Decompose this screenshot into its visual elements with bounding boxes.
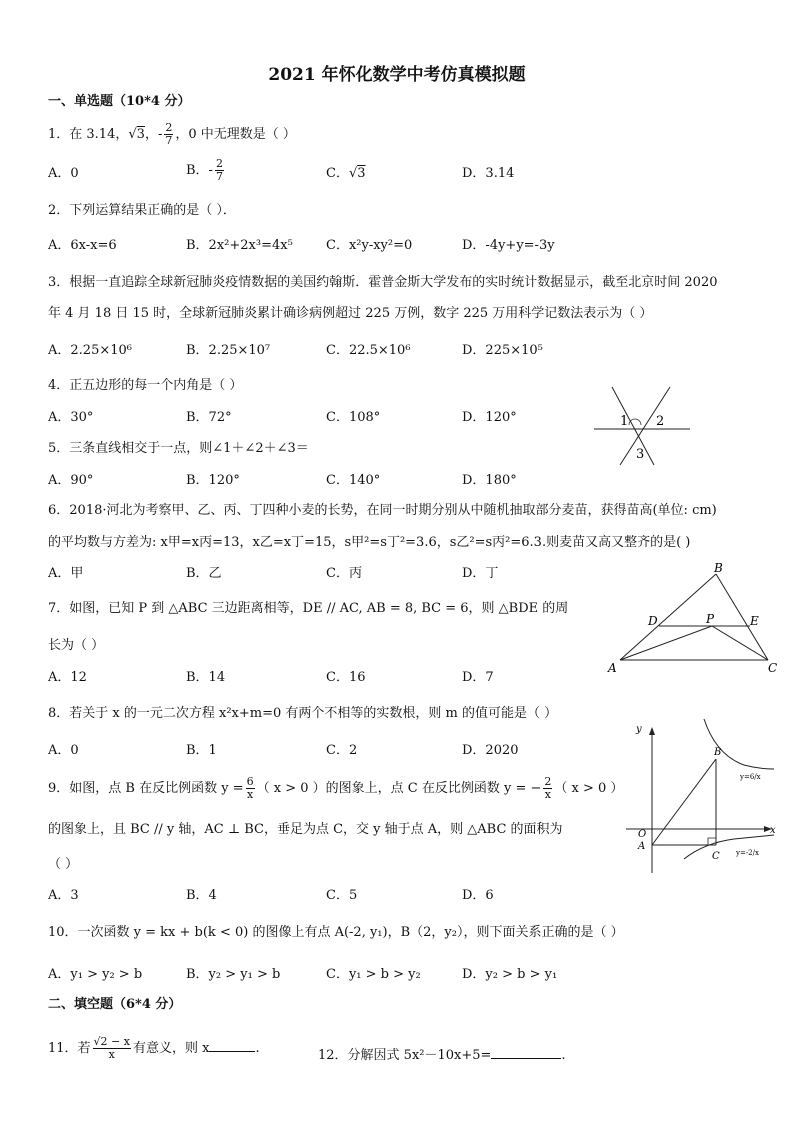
q10-option-b[interactable]: B．y₂ > y₁ > b xyxy=(186,967,281,982)
q7-label-p: P xyxy=(706,612,715,626)
q6-option-c[interactable]: C．丙 xyxy=(326,566,362,581)
q1-option-b[interactable] xyxy=(186,158,226,183)
q1-frac-num: 2 xyxy=(165,121,173,134)
q10-option-c[interactable]: C．y₁ > b > y₂ xyxy=(326,967,421,982)
question-9-line-2: 的图象上，且 BC // y 轴，AC ⊥ BC，垂足为点 C，交 y 轴于点 A，则 △ABC 的面积为 xyxy=(48,822,563,837)
q1-mid: ， xyxy=(144,127,158,142)
question-3-line-1: 3．根据一直追踪全球新冠肺炎疫情数据的美国约翰斯．霍普金斯大学发布的实时统计数据显示，截至北京时间 2020 xyxy=(48,275,718,290)
q3-option-a[interactable]: A．2.25×10⁶ xyxy=(48,343,132,358)
q9-post: （ x > 0 ） xyxy=(554,781,624,796)
q9-f1-num: 6 xyxy=(246,775,254,788)
q4-option-b[interactable]: B．72° xyxy=(186,410,232,425)
q11-num: √2 − x xyxy=(93,1035,130,1048)
question-1 xyxy=(48,122,296,147)
q1-c-pre: C． xyxy=(326,166,349,181)
question-5: 5．三条直线相交于一点，则∠1＋∠2＋∠3＝ xyxy=(48,441,309,456)
q3-option-b[interactable]: B．2.25×10⁷ xyxy=(186,343,271,358)
q9-label-c: C xyxy=(712,851,720,862)
q9-option-d[interactable]: D．6 xyxy=(462,888,494,903)
q1-option-d[interactable]: D．3.14 xyxy=(462,166,515,181)
question-7-line-1: 7．如图，已知 P 到 △ABC 三边距离相等，DE // AC, AB = 8, BC = 6，则 △BDE 的周 xyxy=(48,601,569,616)
q6-option-a[interactable]: A．甲 xyxy=(48,566,84,581)
question-9-line-1 xyxy=(48,776,623,801)
q1-b-den: 7 xyxy=(215,170,223,183)
q6-option-d[interactable]: D．丁 xyxy=(462,566,499,581)
q9-curve-label-1: y=6/x xyxy=(740,773,761,781)
q10-option-d[interactable]: D．y₂ > b > y₁ xyxy=(462,967,558,982)
q9-option-c[interactable]: C．5 xyxy=(326,888,358,903)
q10-option-a[interactable]: A．y₁ > y₂ > b xyxy=(48,967,143,982)
q9-label-y: y xyxy=(636,724,642,735)
q7-side-bc xyxy=(716,574,768,660)
question-6-line-2: 的平均数与方差为: x甲=x丙=13，x乙=x丁=15，s甲²=s丁²=3.6，s乙²=s丙²=6.3.则麦苗又高又整齐的是( ) xyxy=(48,535,691,550)
q9-fraction-2 xyxy=(543,776,552,801)
q9-label-o: O xyxy=(638,829,647,840)
q9-mid: （ x > 0 ）的图象上，点 C 在反比例函数 y = − xyxy=(256,781,542,796)
q9-f2-den: x xyxy=(544,788,551,801)
question-8: 8．若关于 x 的一元二次方程 x²x+m=0 有两个不相等的实数根，则 m 的值可能是（ ） xyxy=(48,706,558,721)
q9-f1-den: x xyxy=(246,788,254,801)
q11-post: 有意义，则 x xyxy=(132,1041,210,1056)
q5-option-c[interactable]: C．140° xyxy=(326,473,381,488)
question-11 xyxy=(48,1036,260,1061)
q5-option-a[interactable]: A．90° xyxy=(48,473,94,488)
q7-label-a: A xyxy=(608,661,617,675)
q5-label-2: 2 xyxy=(656,414,665,429)
q1-neg: - xyxy=(157,127,163,142)
q4-option-d[interactable]: D．120° xyxy=(462,410,517,425)
q9-label-b: B xyxy=(714,747,722,758)
q1-fraction xyxy=(164,122,173,147)
q8-option-b[interactable]: B．1 xyxy=(186,743,217,758)
q9-option-a[interactable]: A．3 xyxy=(48,888,79,903)
q7-segment-pc xyxy=(712,626,768,660)
q1-b-fraction xyxy=(215,158,224,183)
q11-fraction xyxy=(93,1036,131,1061)
q5-label-3: 3 xyxy=(636,447,645,462)
q7-option-b[interactable]: B．14 xyxy=(186,670,226,685)
question-7-line-2: 长为（ ） xyxy=(48,638,105,653)
q1-option-a[interactable]: A．0 xyxy=(48,166,79,181)
q12-answer-blank[interactable] xyxy=(491,1046,561,1059)
q11-answer-blank[interactable] xyxy=(209,1039,255,1052)
q9-segment-ab xyxy=(652,759,716,845)
q1-b-num: 2 xyxy=(215,157,223,170)
q9-fraction-1 xyxy=(246,776,255,801)
q1-sqrt: √3 xyxy=(128,127,145,142)
q7-label-e: E xyxy=(750,614,759,628)
q5-option-d[interactable]: D．180° xyxy=(462,473,517,488)
q9-f2-num: 2 xyxy=(544,775,552,788)
q5-option-b[interactable]: B．120° xyxy=(186,473,240,488)
q3-option-c[interactable]: C．22.5×10⁶ xyxy=(326,343,411,358)
section-heading-2: 二、填空题（6*4 分） xyxy=(48,997,182,1012)
q9-figure xyxy=(624,715,779,875)
q2-option-d[interactable]: D．-4y+y=-3y xyxy=(462,238,555,253)
q2-option-b[interactable]: B．2x²+2x³=4x⁵ xyxy=(186,238,293,253)
q12-text: 12．分解因式 5x²－10x+5= xyxy=(318,1048,492,1063)
q3-option-d[interactable]: D．225×10⁵ xyxy=(462,343,543,358)
question-3-line-2: 年 4 月 18 日 15 时，全球新冠肺炎累计确诊病例超过 225 万例，数字 225 万用科学记数法表示为（ ） xyxy=(48,306,653,321)
q7-label-c: C xyxy=(768,661,778,675)
q11-end: . xyxy=(255,1041,260,1056)
q7-segment-ap xyxy=(620,626,712,660)
q8-option-d[interactable]: D．2020 xyxy=(462,743,519,758)
q9-label-a: A xyxy=(638,841,646,852)
question-9-line-3: （ ） xyxy=(48,857,79,872)
question-6-line-1: 6．2018·河北为考察甲、乙、丙、丁四种小麦的长势，在同一时期分别从中随机抽取部分麦苗，获得苗高(单位: cm) xyxy=(48,503,717,518)
q7-side-ab xyxy=(620,574,716,660)
q7-label-d: D xyxy=(648,614,658,628)
q1-post: ，0 中无理数是（ ） xyxy=(175,127,296,142)
q9-option-b[interactable]: B．4 xyxy=(186,888,217,903)
section-heading-1: 一、单选题（10*4 分） xyxy=(48,94,191,109)
q7-option-c[interactable]: C．16 xyxy=(326,670,366,685)
q11-den: x xyxy=(108,1048,115,1061)
question-2: 2．下列运算结果正确的是（ ）． xyxy=(48,203,236,218)
q9-y-arrow xyxy=(649,727,655,735)
q1-frac-den: 7 xyxy=(165,134,173,147)
q5-line-diagonal-1 xyxy=(612,387,654,465)
q7-label-b: B xyxy=(714,561,723,575)
q11-pre: 11．若 xyxy=(48,1041,91,1056)
q2-option-c[interactable]: C．x²y-xy²=0 xyxy=(326,238,413,253)
q1-b-pre: B．- xyxy=(186,163,213,178)
q8-option-c[interactable]: C．2 xyxy=(326,743,358,758)
q5-label-1: 1 xyxy=(620,414,629,429)
q4-option-a[interactable]: A．30° xyxy=(48,410,94,425)
question-12 xyxy=(318,1046,566,1064)
q7-option-d[interactable]: D．7 xyxy=(462,670,494,685)
q9-pre: 9．如图，点 B 在反比例函数 y = xyxy=(48,781,244,796)
q2-option-a[interactable]: A．6x-x=6 xyxy=(48,238,117,253)
q1-pre: 1．在 3.14， xyxy=(48,127,129,142)
q9-curve-negative xyxy=(684,835,774,859)
q7-figure xyxy=(604,560,784,680)
q5-figure xyxy=(590,383,700,468)
q7-option-a[interactable]: A．12 xyxy=(48,670,87,685)
q8-option-a[interactable]: A．0 xyxy=(48,743,79,758)
q1-option-c[interactable]: C．√3 xyxy=(326,166,366,181)
q9-curve-label-2: y=-2/x xyxy=(736,849,759,857)
q4-option-c[interactable]: C．108° xyxy=(326,410,381,425)
q9-label-x: x xyxy=(770,825,776,836)
q1-c-sqrt: 3 xyxy=(357,166,366,181)
page-title: 2021 年怀化数学中考仿真模拟题 xyxy=(268,65,526,85)
q1-sqrt-arg: 3 xyxy=(136,127,145,142)
q12-end: . xyxy=(561,1048,566,1063)
question-10: 10．一次函数 y = kx + b(k < 0) 的图像上有点 A(-2, y₁)，B（2，y₂），则下面关系正确的是（ ） xyxy=(48,925,624,940)
q6-option-b[interactable]: B．乙 xyxy=(186,566,222,581)
question-4: 4．正五边形的每一个内角是（ ） xyxy=(48,378,243,393)
